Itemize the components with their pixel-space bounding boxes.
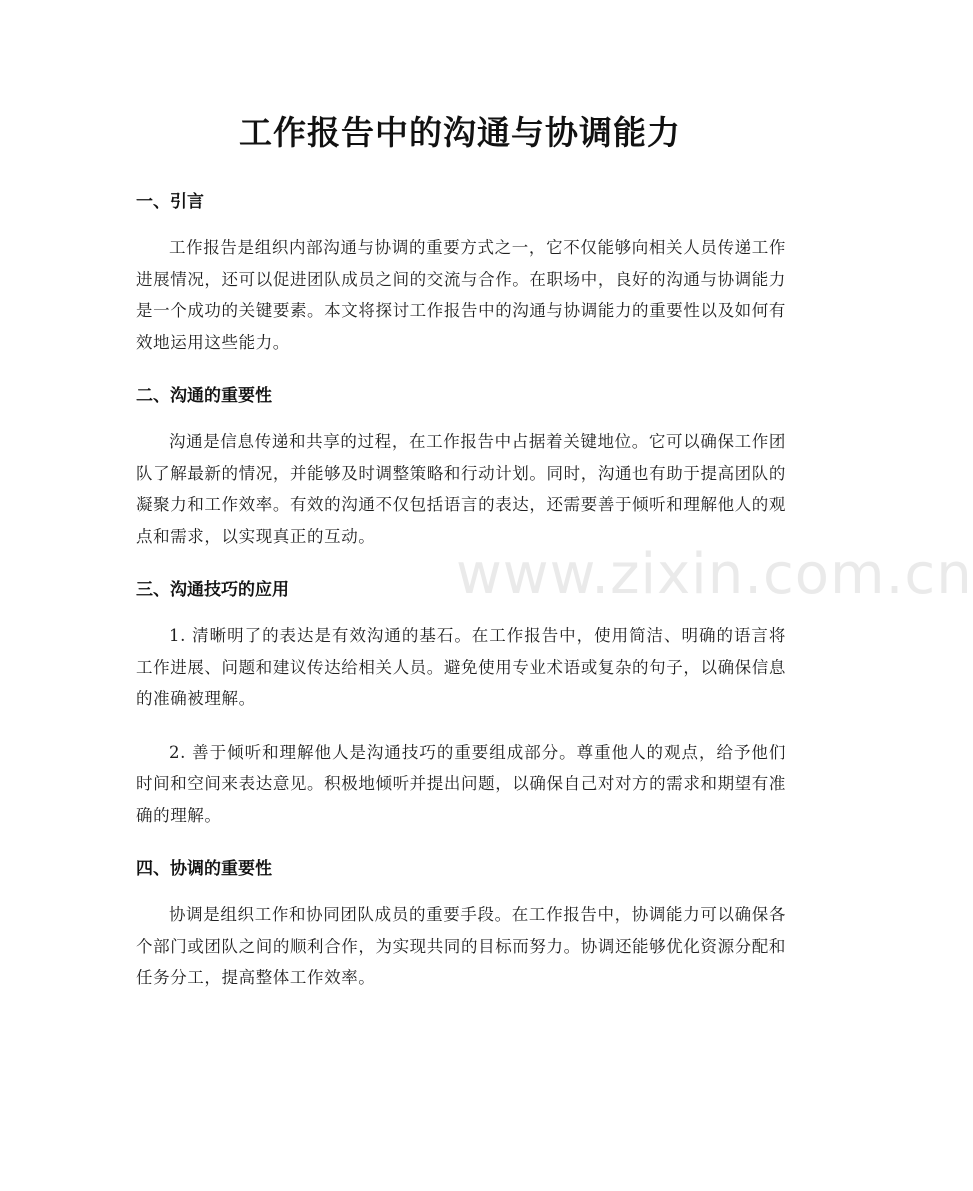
section-coordination-importance bbox=[136, 853, 786, 994]
section-heading: 四、协调的重要性 bbox=[136, 859, 272, 879]
section-heading: 一、引言 bbox=[136, 192, 204, 212]
paragraph: 2. 善于倾听和理解他人是沟通技巧的重要组成部分。尊重他人的观点，给予他们时间和空间来表达意见。积极地倾听并提出问题，以确保自己对对方的需求和期望有准确的理解。 bbox=[136, 742, 786, 825]
section-heading: 三、沟通技巧的应用 bbox=[136, 580, 289, 600]
paragraph: 工作报告是组织内部沟通与协调的重要方式之一，它不仅能够向相关人员传递工作进展情况，还可以促进团队成员之间的交流与合作。在职场中，良好的沟通与协调能力是一个成功的关键要素。本文将探讨工作报告中的沟通与协调能力的重要性以及如何有效地运用这些能力。 bbox=[136, 238, 786, 352]
section-introduction bbox=[136, 186, 786, 358]
section-communication-skills bbox=[136, 574, 786, 831]
paragraph: 沟通是信息传递和共享的过程，在工作报告中占据着关键地位。它可以确保工作团队了解最新的情况，并能够及时调整策略和行动计划。同时，沟通也有助于提高团队的凝聚力和工作效率。有效的沟通不仅包括语言的表达，还需要善于倾听和理解他人的观点和需求，以实现真正的互动。 bbox=[136, 432, 786, 546]
section-communication-importance bbox=[136, 380, 786, 552]
paragraph: 协调是组织工作和协同团队成员的重要手段。在工作报告中，协调能力可以确保各个部门或团队之间的顺利合作，为实现共同的目标而努力。协调还能够优化资源分配和任务分工，提高整体工作效率。 bbox=[136, 905, 786, 987]
section-heading: 二、沟通的重要性 bbox=[136, 386, 272, 406]
document-body bbox=[136, 186, 786, 1016]
watermark: www.zixin.com.cn bbox=[456, 542, 973, 607]
paragraph: 1. 清晰明了的表达是有效沟通的基石。在工作报告中，使用简洁、明确的语言将工作进展、问题和建议传达给相关人员。避免使用专业术语或复杂的句子，以确保信息的准确被理解。 bbox=[136, 626, 786, 708]
document-title: 工作报告中的沟通与协调能力 bbox=[239, 113, 681, 152]
